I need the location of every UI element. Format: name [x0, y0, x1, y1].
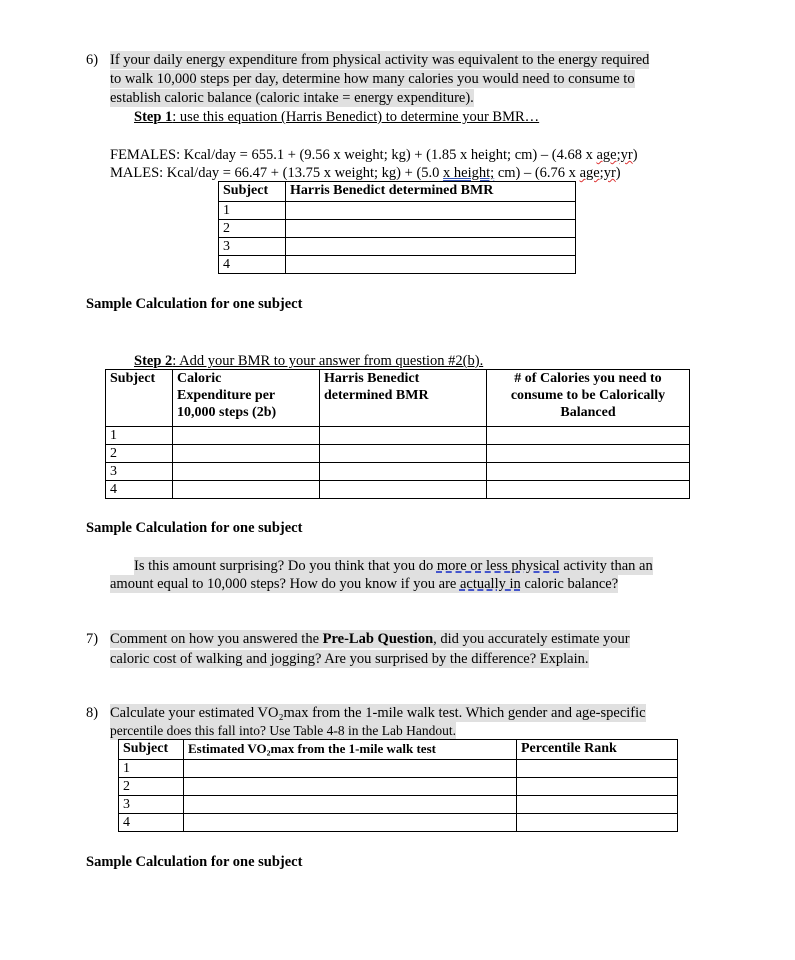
- subject-cell: 1: [219, 202, 286, 220]
- subject-cell: 2: [219, 220, 286, 238]
- vo2-input-cell[interactable]: [184, 760, 517, 778]
- q8-text-line1: Calculate your estimated VO₂max from the 1-mile walk test. Which gender and age-specific: [110, 705, 646, 721]
- table-row: [106, 445, 690, 463]
- male-eq-height: x height;: [443, 165, 495, 181]
- surprise-question-line2: [110, 575, 618, 593]
- cb-header-bmr-l1: Harris Benedict: [324, 371, 420, 386]
- vo2-input-cell[interactable]: [184, 778, 517, 796]
- table-row: [106, 481, 690, 499]
- cb-header-bmr-l2: determined BMR: [324, 388, 429, 403]
- sample-calc-heading-2: Sample Calculation for one subject: [86, 520, 303, 536]
- calories-input-cell[interactable]: [487, 427, 690, 445]
- surprise-q2-c: caloric balance?: [520, 576, 619, 592]
- caloric-balance-table: [105, 369, 690, 499]
- q6-text-line3: establish caloric balance (caloric intake = energy expenditure).: [110, 90, 474, 106]
- bmr-input-cell[interactable]: [320, 427, 487, 445]
- cb-header-calories: [487, 370, 690, 427]
- surprise-q-b: more or less physical: [436, 558, 560, 574]
- table-row: [219, 202, 576, 220]
- q7-l1-c: , did you accurately estimate your: [433, 631, 630, 647]
- bmr-input-cell[interactable]: [286, 220, 576, 238]
- step2-text: : Add your BMR to your answer from question #2(b).: [172, 353, 484, 369]
- female-equation: [110, 146, 638, 164]
- q7-l1-a: Comment on how you answered the: [110, 631, 323, 647]
- bmr-table: [218, 181, 576, 274]
- subject-cell: 2: [119, 778, 184, 796]
- subject-cell: 1: [106, 427, 173, 445]
- subject-cell: 1: [119, 760, 184, 778]
- vo2-header-subject: Subject: [119, 740, 184, 760]
- sample-calc-heading-3: Sample Calculation for one subject: [86, 854, 303, 870]
- vo2-header-percentile: Percentile Rank: [517, 740, 678, 760]
- male-eq-c: cm) – (6.76 x: [494, 165, 580, 181]
- q6-number: 6): [86, 52, 99, 68]
- table-row: [106, 427, 690, 445]
- cb-header-calories-l1: # of Calories you need to: [514, 371, 662, 386]
- table-row: [119, 760, 678, 778]
- expenditure-input-cell[interactable]: [173, 481, 320, 499]
- expenditure-input-cell[interactable]: [173, 463, 320, 481]
- cb-header-expenditure-l2: Expenditure per: [177, 388, 276, 403]
- table-row: [219, 256, 576, 274]
- percentile-input-cell[interactable]: [517, 778, 678, 796]
- male-equation: [110, 164, 621, 182]
- surprise-q2-a: amount equal to 10,000 steps? How do you know if you are: [110, 576, 460, 592]
- sample-calc-heading-1: Sample Calculation for one subject: [86, 296, 303, 312]
- table-row: [119, 778, 678, 796]
- calories-input-cell[interactable]: [487, 445, 690, 463]
- cb-header-bmr: [320, 370, 487, 427]
- step1-text: : use this equation (Harris Benedict) to determine your BMR…: [172, 109, 540, 125]
- bmr-table-header-bmr: Harris Benedict determined BMR: [286, 182, 576, 202]
- subject-cell: 3: [106, 463, 173, 481]
- q7-number: 7): [86, 631, 99, 647]
- surprise-q-a: Is this amount surprising? Do you think that you do: [134, 558, 437, 574]
- q7-text-line1: [110, 630, 630, 648]
- vo2-header-estimate: Estimated VO₂max from the 1-mile walk test: [184, 740, 517, 760]
- vo2-input-cell[interactable]: [184, 814, 517, 832]
- subject-cell: 4: [106, 481, 173, 499]
- q7-text-line2: caloric cost of walking and jogging? Are you surprised by the difference? Explain.: [110, 651, 589, 667]
- percentile-input-cell[interactable]: [517, 814, 678, 832]
- step1-instruction: [134, 108, 539, 126]
- expenditure-input-cell[interactable]: [173, 445, 320, 463]
- surprise-q-c: activity than an: [559, 558, 653, 574]
- cb-header-expenditure-l1: Caloric: [177, 371, 222, 386]
- percentile-input-cell[interactable]: [517, 760, 678, 778]
- table-row: [119, 796, 678, 814]
- cb-header-expenditure-l3: 10,000 steps (2b): [177, 405, 277, 420]
- table-row: [106, 463, 690, 481]
- surprise-q2-b: actually in: [459, 576, 521, 592]
- bmr-table-header-subject: Subject: [219, 182, 286, 202]
- calories-input-cell[interactable]: [487, 481, 690, 499]
- q6-text-line2: to walk 10,000 steps per day, determine how many calories you would need to consume to: [110, 71, 635, 87]
- female-eq-close: ): [632, 147, 638, 163]
- calories-input-cell[interactable]: [487, 463, 690, 481]
- expenditure-input-cell[interactable]: [173, 427, 320, 445]
- male-eq-close: ): [615, 165, 621, 181]
- bmr-input-cell[interactable]: [286, 202, 576, 220]
- cb-header-subject: Subject: [106, 370, 173, 427]
- cb-header-expenditure: [173, 370, 320, 427]
- female-eq-age: age;yr: [596, 147, 633, 163]
- vo2max-table: [118, 739, 678, 832]
- q7-l1-b: Pre-Lab Question: [322, 631, 434, 647]
- subject-cell: 4: [119, 814, 184, 832]
- step2-label: Step 2: [134, 353, 173, 369]
- male-eq-age: age;yr: [579, 165, 616, 181]
- subject-cell: 2: [106, 445, 173, 463]
- table-row: [219, 238, 576, 256]
- percentile-input-cell[interactable]: [517, 796, 678, 814]
- table-row: [219, 220, 576, 238]
- male-eq-a: MALES: Kcal/day = 66.47 + (13.75 x weight; kg) + (5.0: [110, 165, 444, 181]
- bmr-input-cell[interactable]: [320, 445, 487, 463]
- vo2-input-cell[interactable]: [184, 796, 517, 814]
- q8-number: 8): [86, 705, 99, 721]
- cb-header-calories-l3: Balanced: [560, 405, 616, 420]
- bmr-input-cell[interactable]: [320, 481, 487, 499]
- surprise-question-line1: [134, 557, 653, 575]
- cb-header-calories-l2: consume to be Calorically: [510, 388, 666, 403]
- subject-cell: 3: [219, 238, 286, 256]
- bmr-input-cell[interactable]: [320, 463, 487, 481]
- step1-label: Step 1: [134, 109, 173, 125]
- bmr-input-cell[interactable]: [286, 238, 576, 256]
- subject-cell: 3: [119, 796, 184, 814]
- bmr-input-cell[interactable]: [286, 256, 576, 274]
- female-eq-a: FEMALES: Kcal/day = 655.1 + (9.56 x weight; kg) + (1.85 x height; cm) – (4.68 x: [110, 147, 597, 163]
- step2-instruction: [134, 352, 483, 370]
- subject-cell: 4: [219, 256, 286, 274]
- q8-text-line2: percentile does this fall into? Use Table 4-8 in the Lab Handout.: [110, 723, 456, 738]
- q6-text-line1: If your daily energy expenditure from physical activity was equivalent to the energy required: [110, 52, 650, 68]
- table-row: [119, 814, 678, 832]
